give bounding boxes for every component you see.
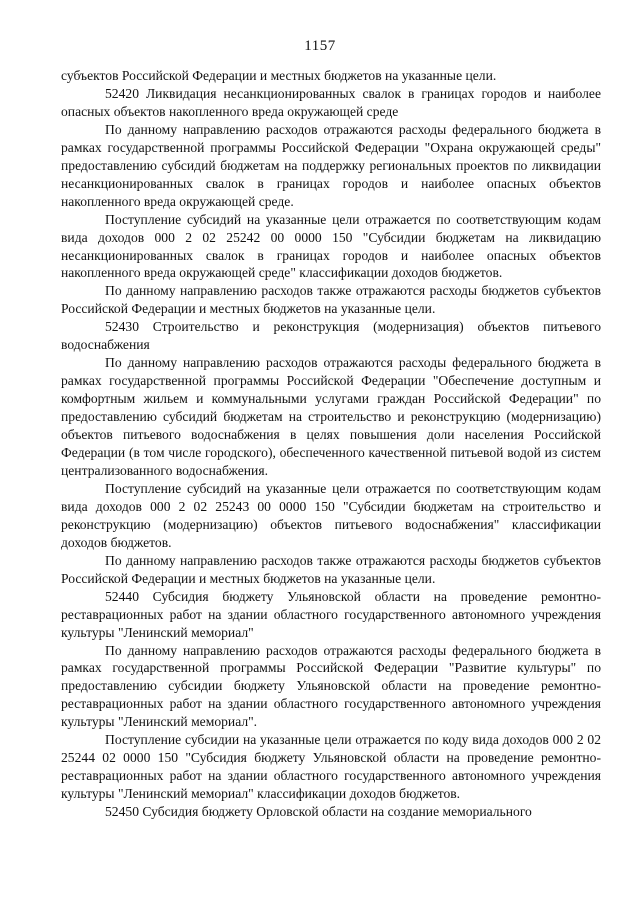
page-number: 1157 <box>304 38 336 54</box>
paragraph-52430-revenue: Поступление субсидий на указанные цели отражается по соответствующим кодам вида доходов 000 2 02 25243 00 0000 150 "Субсидии бюджетам на строительство и реконструкцию (модернизацию) объектов питьевого водоснабжения" классификации доходов бюджетов. <box>61 480 601 550</box>
document-body <box>61 67 601 821</box>
paragraph-52430-expenses: По данному направлению расходов отражаются расходы федерального бюджета в рамках государственной программы Российской Федерации "Обеспечение доступным и комфортным жильем и коммунальными услугами граждан Российской Федерации" по предоставлению субсидий бюджетам на строительство и реконструкцию (модернизацию) объектов питьевого водоснабжения в целях повышения доли населения Российской Федерации (в том числе городского), обеспеченного качественной питьевой водой из систем централизованного водоснабжения. <box>61 355 601 478</box>
paragraph-52430-regional: По данному направлению расходов также отражаются расходы бюджетов субъектов Российской Федерации и местных бюджетов на указанные цели. <box>61 552 601 586</box>
section-heading-52430: 52430 Строительство и реконструкция (модернизация) объектов питьевого водоснабжения <box>61 319 601 353</box>
paragraph-52420-expenses: По данному направлению расходов отражаются расходы федерального бюджета в рамках государственной программы Российской Федерации "Охрана окружающей среды" предоставлению субсидий бюджетам на поддержку региональных проектов по ликвидации несанкционированных свалок в границах городов и наиболее опасных объектов накопленного вреда окружающей среде. <box>61 121 601 209</box>
paragraph-52420-revenue: Поступление субсидий на указанные цели отражается по соответствующим кодам вида доходов 000 2 02 25242 00 0000 150 "Субсидии бюджетам на ликвидацию несанкционированных свалок в границах городов и наиболее опасных объектов накопленного вреда окружающей среде" классификации доходов бюджетов. <box>61 211 601 281</box>
paragraph-continuation: субъектов Российской Федерации и местных бюджетов на указанные цели. <box>61 68 497 83</box>
paragraph-52420-regional: По данному направлению расходов также отражаются расходы бюджетов субъектов Российской Федерации и местных бюджетов на указанные цели. <box>61 283 601 317</box>
paragraph-52440-expenses: По данному направлению расходов отражаются расходы федерального бюджета в рамках государственной программы Российской Федерации "Развитие культуры" по предоставлению субсидии бюджету Ульяновской области на проведение ремонтно-реставрационных работ на здании областного государственного автономного учреждения культуры "Ленинский мемориал". <box>61 642 601 730</box>
section-heading-52440: 52440 Субсидия бюджету Ульяновской области на проведение ремонтно-реставрационных работ на здании областного государственного автономного учреждения культуры "Ленинский мемориал" <box>61 588 601 640</box>
section-heading-52450: 52450 Субсидия бюджету Орловской области на создание мемориального <box>105 804 532 820</box>
paragraph-52440-revenue: Поступление субсидии на указанные цели отражается по коду вида доходов 000 2 02 25244 02 0000 150 "Субсидия бюджету Ульяновской области на проведение ремонтно-реставрационных работ на здании областного государственного автономного учреждения культуры "Ленинский мемориал" классификации доходов бюджетов. <box>61 732 601 802</box>
section-heading-52420: 52420 Ликвидация несанкционированных свалок в границах городов и наиболее опасных объектов накопленного вреда окружающей среде <box>61 85 601 119</box>
